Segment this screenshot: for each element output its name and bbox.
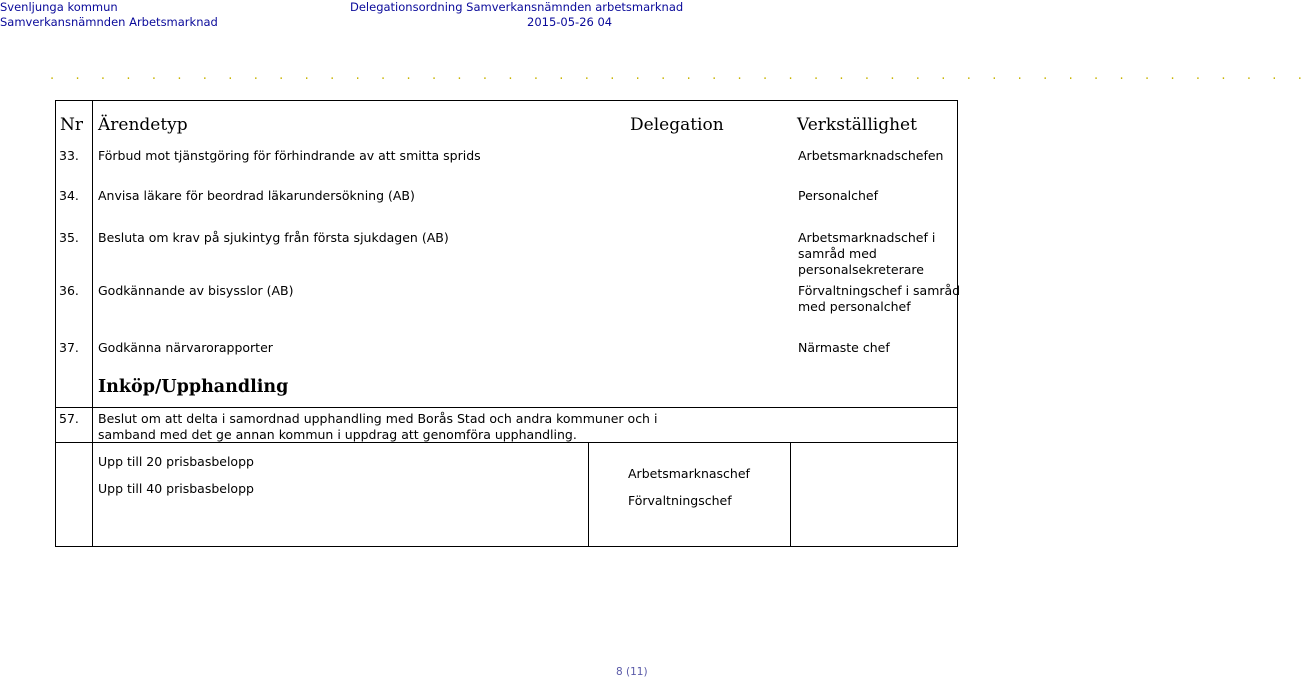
row-arende-line2: samband med det ge annan kommun i uppdrag att genomföra upphandling.: [98, 427, 577, 442]
row-verkstallighet-line3: personalsekreterare: [798, 262, 924, 277]
row-number: 37.: [59, 340, 79, 355]
row-verkstallighet-line2: samråd med: [798, 246, 877, 261]
org-name: Svenljunga kommun: [0, 0, 118, 14]
table-border-right: [957, 100, 958, 547]
row-verkstallighet: Personalchef: [798, 188, 879, 203]
column-header-verkstallighet: Verkställighet: [797, 115, 917, 135]
row-verkstallighet-line1: Förvaltningschef i samråd: [798, 283, 961, 298]
row-number: 35.: [59, 230, 79, 245]
document-title: Delegationsordning Samverkansnämnden arbetsmarknad: [350, 0, 684, 14]
row-arende: Anvisa läkare för beordrad läkarundersökning (AB): [98, 188, 415, 203]
row-arende: Godkännande av bisysslor (AB): [98, 283, 294, 298]
delegate-forvaltningschef: Förvaltningschef: [628, 493, 732, 508]
column-divider-arende: [588, 442, 589, 547]
limit-40-pbb: Upp till 40 prisbasbelopp: [98, 481, 254, 496]
row-verkstallighet-line1: Arbetsmarknadschef i: [798, 230, 936, 245]
column-header-arendetyp: Ärendetyp: [98, 115, 188, 135]
table-border-bottom: [55, 546, 958, 547]
page-number: 8 (11): [616, 666, 648, 678]
row-arende: Besluta om krav på sjukintyg från första sjukdagen (AB): [98, 230, 449, 245]
column-divider-delegation: [790, 442, 791, 547]
delegate-arbetsmarknadschef: Arbetsmarknaschef: [628, 466, 750, 481]
column-header-delegation: Delegation: [630, 115, 724, 135]
row-arende-line1: Beslut om att delta i samordnad upphandling med Borås Stad och andra kommuner och i: [98, 411, 658, 426]
row-arende: Förbud mot tjänstgöring för förhindrande av att smitta sprids: [98, 148, 481, 163]
document-date: 2015-05-26 04: [527, 15, 613, 29]
dot-leader: . . . . . . . . . . . . . . . . . . . . . . . . . . . . . . . . . . . . . . . . . . . . . . . . . .: [50, 68, 1311, 83]
column-header-nr: Nr: [60, 115, 84, 135]
limit-20-pbb: Upp till 20 prisbasbelopp: [98, 454, 254, 469]
section-divider-top: [55, 407, 958, 408]
section-title: Inköp/Upphandling: [98, 377, 289, 397]
row-arende: Godkänna närvarorapporter: [98, 340, 273, 355]
table-border-left: [55, 100, 56, 547]
committee-name: Samverkansnämnden Arbetsmarknad: [0, 15, 218, 29]
row-verkstallighet: Arbetsmarknadschefen: [798, 148, 944, 163]
row-verkstallighet-line2: med personalchef: [798, 299, 911, 314]
column-divider-nr: [92, 100, 93, 547]
row-verkstallighet: Närmaste chef: [798, 340, 890, 355]
row-number: 33.: [59, 148, 79, 163]
row-number: 57.: [59, 411, 79, 426]
row-number: 36.: [59, 283, 79, 298]
table-border-top: [55, 100, 958, 101]
row-number: 34.: [59, 188, 79, 203]
